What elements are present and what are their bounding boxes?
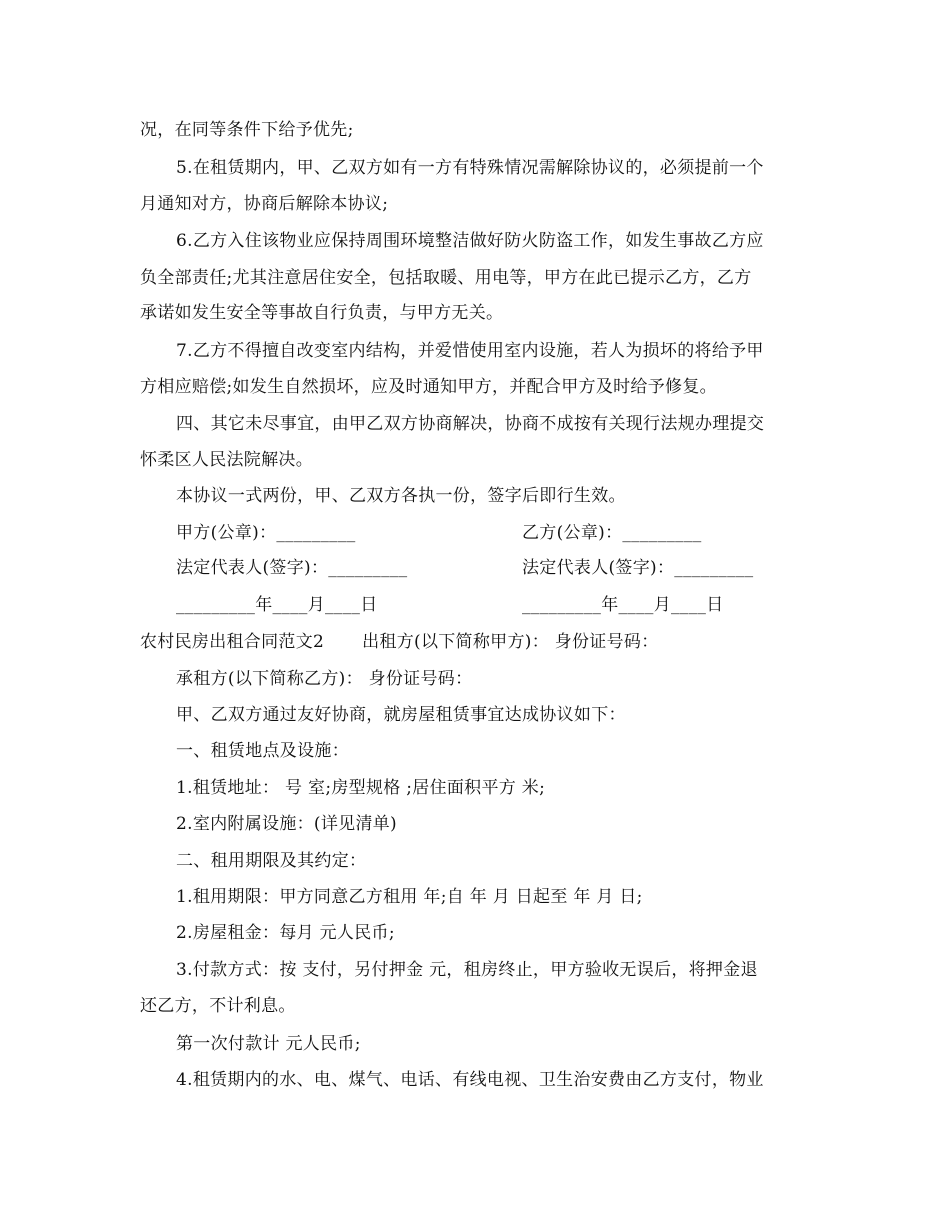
text-line: 4.租赁期内的水、电、煤气、电话、有线电视、卫生治安费由乙方支付，物业	[176, 1070, 764, 1090]
second-contract-heading-line	[140, 627, 659, 657]
text-line: 承诺如发生安全等事故自行负责，与甲方无关。	[140, 303, 504, 323]
lessor-info: 出租方(以下简称甲方)： 身份证号码：	[362, 632, 659, 652]
party-b-representative: 法定代表人(签字)：_________	[522, 558, 754, 578]
text-line: 7.乙方不得擅自改变室内结构，并爱惜使用室内设施，若人为损坏的将给予甲	[176, 341, 764, 361]
text-line: 5.在租赁期内，甲、乙双方如有一方有特殊情况需解除协议的，必须提前一个	[176, 158, 764, 178]
party-a-seal: 甲方(公章)：_________	[176, 523, 356, 543]
party-a-representative: 法定代表人(签字)：_________	[176, 558, 408, 578]
text-line: 本协议一式两份，甲、乙双方各执一份，签字后即行生效。	[176, 486, 626, 506]
text-line: 怀柔区人民法院解决。	[140, 450, 313, 470]
text-line: 四、其它未尽事宜，由甲乙双方协商解决，协商不成按有关现行法规办理提交	[176, 414, 765, 434]
text-line: 甲、乙双方通过友好协商，就房屋租赁事宜达成协议如下：	[176, 705, 626, 725]
text-line: 月通知对方，协商后解除本协议;	[140, 194, 389, 214]
text-line: 2.房屋租金：每月 元人民币;	[176, 923, 395, 943]
text-line: 方相应赔偿;如发生自然损坏，应及时通知甲方，并配合甲方及时给予修复。	[140, 377, 717, 397]
text-line: 第一次付款计 元人民币;	[176, 1034, 361, 1054]
text-line: 2.室内附属设施：(详见清单)	[176, 814, 397, 834]
party-a-date: _________年____月____日	[176, 595, 378, 615]
party-b-seal: 乙方(公章)：_________	[522, 523, 702, 543]
text-line: 1.租赁地址： 号 室;房型规格 ;居住面积平方 米;	[176, 778, 546, 798]
text-line: 一、租赁地点及设施：	[176, 741, 349, 761]
second-contract-title: 农村民房出租合同范文2	[140, 632, 325, 652]
text-line: 二、租用期限及其约定：	[176, 851, 367, 871]
text-line: 1.租用期限：甲方同意乙方租用 年;自 年 月 日起至 年 月 日;	[176, 887, 643, 907]
party-b-date: _________年____月____日	[522, 595, 724, 615]
text-line: 况，在同等条件下给予优先;	[140, 120, 354, 140]
text-line: 承租方(以下简称乙方)： 身份证号码：	[176, 669, 473, 689]
text-line: 6.乙方入住该物业应保持周围环境整洁做好防火防盗工作，如发生事故乙方应	[176, 231, 764, 251]
text-line: 3.付款方式：按 支付，另付押金 元，租房终止，甲方验收无误后，将押金退	[176, 960, 758, 980]
text-line: 还乙方，不计利息。	[140, 996, 296, 1016]
text-line: 负全部责任;尤其注意居住安全，包括取暖、用电等，甲方在此已提示乙方，乙方	[140, 268, 752, 288]
